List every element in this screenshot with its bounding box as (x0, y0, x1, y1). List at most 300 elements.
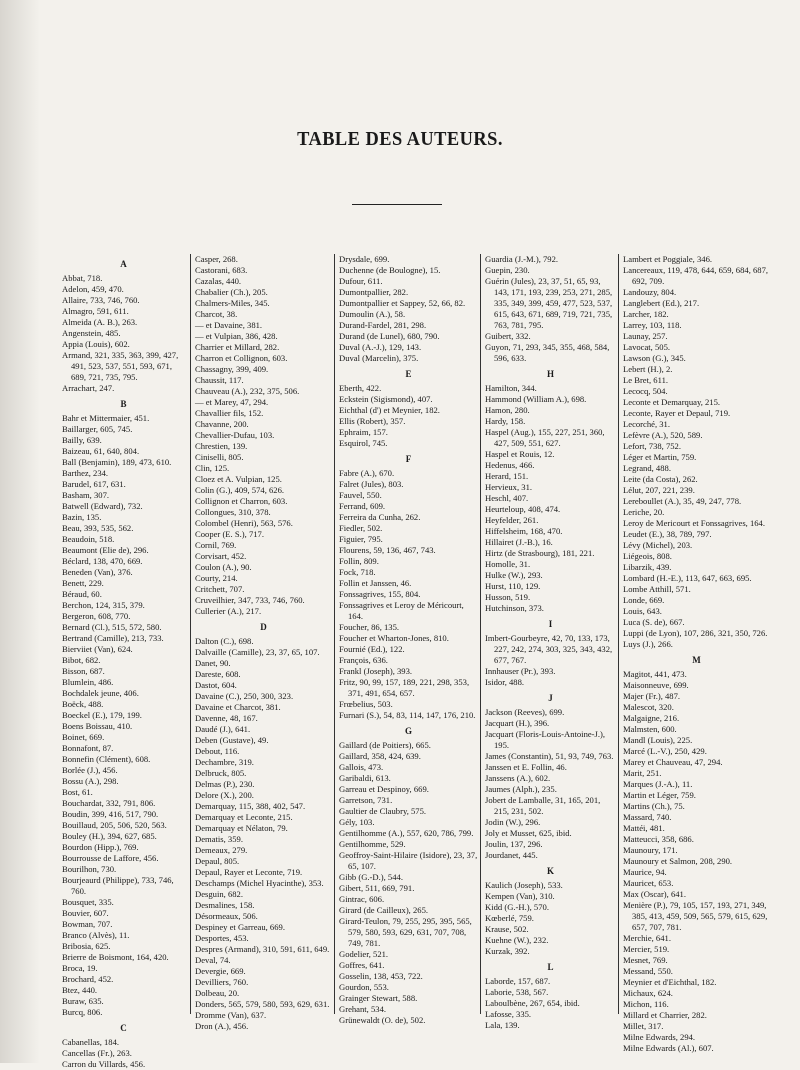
author-entry: Bibot, 682. (62, 655, 101, 665)
author-entry: Deben (Gustave), 49. (195, 735, 269, 745)
author-entry: Imbert-Gourbeyre, 42, 70, 133, 173, 227, 242, 274, 303, 325, 343, 432, 677, 767. (485, 633, 613, 665)
author-entry: Laboulbène, 267, 654, ibid. (485, 998, 580, 1008)
author-entry: Gentilhomme, 529. (339, 839, 406, 849)
author-entry: Janssen et E. Follin, 46. (485, 762, 567, 772)
author-entry: Luca (S. de), 667. (623, 617, 685, 627)
author-entry: Duchenne (de Boulogne), 15. (339, 265, 441, 275)
author-entry: Eberth, 422. (339, 383, 382, 393)
author-entry: Castorani, 683. (195, 265, 248, 275)
author-entry: — et Davaine, 381. (195, 320, 263, 330)
author-entry: Bouchardat, 332, 791, 806. (62, 798, 156, 808)
author-entry: Bribosia, 625. (62, 941, 111, 951)
author-entry: Carron du Villards, 456. (62, 1059, 146, 1069)
author-entry: Kurzak, 392. (485, 946, 530, 956)
author-entry: Depaul, Rayer et Leconte, 719. (195, 867, 303, 877)
author-entry: Louis, 643. (623, 606, 662, 616)
author-entry: Londe, 669. (623, 595, 665, 605)
author-entry: Devergie, 669. (195, 966, 246, 976)
author-entry: Ferrand, 609. (339, 501, 386, 511)
author-entry: Maurice, 94. (623, 867, 667, 877)
author-entry: Delbruck, 805. (195, 768, 247, 778)
author-entry: Kaulich (Joseph), 533. (485, 880, 563, 890)
author-entry: Kempen (Van), 310. (485, 891, 555, 901)
author-entry: Despiney et Garreau, 669. (195, 922, 285, 932)
author-entry: Davaine et Charcot, 381. (195, 702, 281, 712)
author-entry: Charcot, 38. (195, 309, 238, 319)
author-entry: Lala, 139. (485, 1020, 520, 1030)
author-entry: Leriche, 20. (623, 507, 665, 517)
author-entry: Dareste, 608. (195, 669, 241, 679)
author-entry: Garretson, 731. (339, 795, 393, 805)
author-entry: Duval (Marcelin), 375. (339, 353, 419, 363)
author-entry: Krause, 502. (485, 924, 529, 934)
author-entry: Dastot, 604. (195, 680, 237, 690)
author-entry: Launay, 257. (623, 331, 668, 341)
author-entry: Grünewaldt (O. de), 502. (339, 1015, 426, 1025)
author-entry: Luys (J.), 266. (623, 639, 673, 649)
author-entry: Martins (Ch.), 75. (623, 801, 685, 811)
index-column-2 (190, 254, 333, 1031)
author-entry: Davenne, 48, 167. (195, 713, 258, 723)
author-entry: Blumlein, 486. (62, 677, 114, 687)
author-entry: Casper, 268. (195, 254, 238, 264)
author-entry: Hammond (William A.), 698. (485, 394, 587, 404)
author-entry: Batwell (Edward), 732. (62, 501, 143, 511)
author-entry: Merchie, 641. (623, 933, 671, 943)
author-entry: Bourrousse de Laffore, 456. (62, 853, 159, 863)
author-entry: Hedenus, 466. (485, 460, 535, 470)
author-entry: Luppi (de Lyon), 107, 286, 321, 350, 726. (623, 628, 768, 638)
author-entry: Innhauser (Pr.), 393. (485, 666, 556, 676)
author-entry: Dron (A.), 456. (195, 1021, 249, 1031)
author-entry: Gaillard, 358, 424, 639. (339, 751, 421, 761)
author-entry: Brochard, 452. (62, 974, 114, 984)
author-entry: Arrachart, 247. (62, 383, 115, 393)
author-entry: Lavocat, 505. (623, 342, 671, 352)
author-entry: Demeaux, 279. (195, 845, 248, 855)
author-entry: Ellis (Robert), 357. (339, 416, 406, 426)
author-entry: Gibb (G.-D.), 544. (339, 872, 403, 882)
author-entry: Maunoury, 171. (623, 845, 678, 855)
author-entry: Hamon, 280. (485, 405, 530, 415)
author-entry: Cooper (E. S.), 717. (195, 529, 264, 539)
author-entry: Fabre (A.), 670. (339, 468, 395, 478)
author-entry: Hirtz (de Strasbourg), 181, 221. (485, 548, 595, 558)
author-entry: Boens Boissau, 410. (62, 721, 133, 731)
author-entry: Abbat, 718. (62, 273, 103, 283)
author-entry: Jacquart (H.), 396. (485, 718, 550, 728)
author-entry: Lawson (G.), 345. (623, 353, 686, 363)
author-entry: Matteucci, 358, 686. (623, 834, 694, 844)
author-entry: Isidor, 488. (485, 677, 525, 687)
author-entry: Husson, 519. (485, 592, 531, 602)
author-entry: Depaul, 805. (195, 856, 240, 866)
author-entry: Berchon, 124, 315, 379. (62, 600, 145, 610)
author-entry: Godelier, 521. (339, 949, 389, 959)
author-entry: Dumoulin (A.), 58. (339, 309, 406, 319)
author-entry: Basham, 307. (62, 490, 110, 500)
author-entry: Marit, 251. (623, 768, 662, 778)
author-entry: Hutchinson, 373. (485, 603, 544, 613)
author-entry: Bouley (H.), 394, 627, 685. (62, 831, 157, 841)
author-entry: Mesnet, 769. (623, 955, 668, 965)
author-entry: Kidd (G.-H.), 570. (485, 902, 549, 912)
author-entry: Benett, 229. (62, 578, 104, 588)
author-entry: Lélut, 207, 221, 239. (623, 485, 695, 495)
author-entry: Massard, 740. (623, 812, 672, 822)
author-entry: Guyon, 71, 293, 345, 355, 468, 584, 596, 633. (485, 342, 610, 363)
author-entry: Flourens, 59, 136, 467, 743. (339, 545, 436, 555)
author-entry: Bost, 61. (62, 787, 93, 797)
author-entry: Herard, 151. (485, 471, 529, 481)
author-entry: Janssens (A.), 602. (485, 773, 551, 783)
author-entry: Foucher et Wharton-Jones, 810. (339, 633, 449, 643)
author-entry: — et Marey, 47, 294. (195, 397, 269, 407)
author-entry: Béraud, 60. (62, 589, 102, 599)
author-entry: Beau, 393, 535, 562. (62, 523, 134, 533)
author-entry: Leroy de Mericourt et Fonssagrives, 164. (623, 518, 766, 528)
author-entry: Charron et Collignon, 603. (195, 353, 288, 363)
section-letter: G (404, 726, 413, 736)
author-entry: Heschl, 407. (485, 493, 529, 503)
author-entry: Mauricet, 653. (623, 878, 674, 888)
author-entry: Mandl (Louis), 225. (623, 735, 693, 745)
author-entry: Dematis, 359. (195, 834, 243, 844)
author-entry: Beneden (Van), 376. (62, 567, 133, 577)
author-entry: Chrestien, 139. (195, 441, 248, 451)
author-entry: Eckstein (Sigismond), 407. (339, 394, 433, 404)
author-entry: Ephraim, 157. (339, 427, 388, 437)
author-entry: Maisonneuve, 699. (623, 680, 689, 690)
author-entry: Bourjeaurd (Philippe), 733, 746, 760. (62, 875, 174, 896)
author-entry: Fritz, 90, 99, 157, 189, 221, 298, 353, 371, 491, 654, 657. (339, 677, 470, 698)
author-entry: Ferreira da Cunha, 262. (339, 512, 421, 522)
author-entry: Bossu (A.), 298. (62, 776, 119, 786)
author-entry: Bowman, 707. (62, 919, 113, 929)
author-entry: Garibaldi, 613. (339, 773, 391, 783)
author-entry: Fiedler, 502. (339, 523, 383, 533)
section-letter: E (405, 369, 413, 379)
author-entry: Jaumes (Alph.), 235. (485, 784, 557, 794)
author-entry: Désormeaux, 506. (195, 911, 258, 921)
author-entry: Maunoury et Salmon, 208, 290. (623, 856, 733, 866)
author-entry: Cruveilhier, 347, 733, 746, 760. (195, 595, 305, 605)
author-entry: Allaire, 733, 746, 760. (62, 295, 140, 305)
author-entry: Hervieux, 31. (485, 482, 533, 492)
author-entry: Jobert de Lamballe, 31, 165, 201, 215, 231, 502. (485, 795, 601, 816)
author-entry: Devilliers, 760. (195, 977, 249, 987)
author-entry: Marques (J.-A.), 11. (623, 779, 693, 789)
author-entry: Chauveau (A.), 232, 375, 506. (195, 386, 300, 396)
author-entry: Clin, 125. (195, 463, 230, 473)
author-entry: Le Bret, 611. (623, 375, 669, 385)
author-entry: Cornil, 769. (195, 540, 237, 550)
author-entry: Critchett, 707. (195, 584, 245, 594)
index-column-5 (618, 254, 771, 1053)
author-entry: Drysdale, 699. (339, 254, 390, 264)
author-entry: Leudet (E.), 38, 789, 797. (623, 529, 712, 539)
author-entry: Michon, 116. (623, 999, 669, 1009)
author-entry: Fock, 718. (339, 567, 376, 577)
author-entry: Bouillaud, 205, 506, 520, 563. (62, 820, 167, 830)
author-entry: Courty, 214. (195, 573, 238, 583)
section-letter: I (548, 619, 554, 629)
author-entry: Malmsten, 600. (623, 724, 677, 734)
author-entry: Cullerier (A.), 217. (195, 606, 262, 616)
author-entry: Lefèvre (A.), 520, 589. (623, 430, 703, 440)
author-entry: Bonnefin (Clément), 608. (62, 754, 151, 764)
author-entry: Delmas (P.), 230. (195, 779, 255, 789)
author-entry: Colin (G.), 409, 574, 626. (195, 485, 285, 495)
author-entry: Leconte, Rayer et Depaul, 719. (623, 408, 731, 418)
author-entry: Dolbeau, 20. (195, 988, 240, 998)
author-entry: Lancereaux, 119, 478, 644, 659, 684, 687, 692, 709. (623, 265, 769, 286)
author-entry: Gaillard (de Poitiers), 665. (339, 740, 431, 750)
author-entry: Larcher, 182. (623, 309, 669, 319)
author-entry: Dromme (Van), 637. (195, 1010, 267, 1020)
author-entry: Hillairet (J.-B.), 16. (485, 537, 553, 547)
author-entry: Laborde, 157, 687. (485, 976, 551, 986)
section-letter: M (692, 655, 702, 665)
author-entry: Angenstein, 485. (62, 328, 121, 338)
section-letter: A (120, 259, 128, 269)
author-entry: Grainger Stewart, 588. (339, 993, 418, 1003)
author-entry: Dumontpallier et Sappey, 52, 66, 82. (339, 298, 466, 308)
author-entry: Demarquay, 115, 388, 402, 547. (195, 801, 306, 811)
author-entry: Hamilton, 344. (485, 383, 537, 393)
author-entry: Dechambre, 319. (195, 757, 254, 767)
author-entry: Kuehne (W.), 232. (485, 935, 549, 945)
author-entry: Boeckel (E.), 179, 199. (62, 710, 142, 720)
author-entry: Barthez, 234. (62, 468, 109, 478)
author-entry: Dumontpallier, 282. (339, 287, 409, 297)
author-entry: Beaudoin, 518. (62, 534, 115, 544)
author-entry: Homolle, 31. (485, 559, 531, 569)
author-entry: Cloez et A. Vulpian, 125. (195, 474, 282, 484)
author-entry: Lecocq, 504. (623, 386, 668, 396)
author-entry: Chassagny, 399, 409. (195, 364, 269, 374)
author-entry: Lévy (Michel), 203. (623, 540, 693, 550)
author-entry: Bourdon (Hipp.), 769. (62, 842, 139, 852)
author-entry: Bonnafont, 87. (62, 743, 114, 753)
index-column-1 (62, 254, 186, 1069)
author-entry: Boudin, 399, 416, 517, 790. (62, 809, 159, 819)
author-entry: Deval, 74. (195, 955, 231, 965)
author-entry: Ciniselli, 805. (195, 452, 244, 462)
author-entry: Guardia (J.-M.), 792. (485, 254, 559, 264)
author-entry: Despres (Armand), 310, 591, 611, 649. (195, 944, 330, 954)
author-entry: Almeida (A. B.), 263. (62, 317, 138, 327)
author-entry: Bouvier, 607. (62, 908, 109, 918)
author-entry: Desmalines, 158. (195, 900, 255, 910)
author-entry: Esquirol, 745. (339, 438, 388, 448)
author-entry: Marey et Chauveau, 47, 294. (623, 757, 723, 767)
author-entry: Chavallier fils, 152. (195, 408, 264, 418)
author-entry: Beaumont (Elie de), 296. (62, 545, 149, 555)
author-entry: Gosselin, 138, 453, 722. (339, 971, 423, 981)
author-entry: Landouzy, 804. (623, 287, 677, 297)
section-letter: B (120, 399, 128, 409)
author-entry: Menière (P.), 79, 105, 157, 193, 271, 349, 385, 413, 459, 509, 565, 579, 615, 629, 657, 707, 781. (623, 900, 768, 932)
author-entry: Lombard (H.-E.), 113, 647, 663, 695. (623, 573, 752, 583)
author-entry: Michaux, 624. (623, 988, 673, 998)
title-rule (352, 204, 442, 205)
author-entry: Chabalier (Ch.), 205. (195, 287, 268, 297)
author-entry: Bergeron, 608, 770. (62, 611, 131, 621)
author-entry: Bousquet, 335. (62, 897, 114, 907)
author-entry: Laborie, 538, 567. (485, 987, 549, 997)
author-entry: Btez, 440. (62, 985, 98, 995)
section-letter: H (546, 369, 555, 379)
author-entry: Guibert, 332. (485, 331, 531, 341)
author-entry: Corvisart, 452. (195, 551, 247, 561)
author-entry: Boinet, 669. (62, 732, 105, 742)
author-entry: Kœberlé, 759. (485, 913, 534, 923)
author-entry: Boëck, 488. (62, 699, 104, 709)
author-entry: Bochdalek jeune, 406. (62, 688, 139, 698)
author-entry: Geoffroy-Saint-Hilaire (Isidore), 23, 37, 65, 107. (339, 850, 478, 871)
author-entry: Joulin, 137, 296. (485, 839, 543, 849)
author-entry: Mattéi, 481. (623, 823, 665, 833)
author-entry: Max (Oscar), 641. (623, 889, 687, 899)
author-entry: Heurteloup, 408, 474. (485, 504, 561, 514)
author-entry: Guepin, 230. (485, 265, 530, 275)
author-entry: Deschamps (Michel Hyacinthe), 353. (195, 878, 324, 888)
author-entry: Durand (de Lunel), 680, 790. (339, 331, 440, 341)
author-entry: Jodin (W.), 296. (485, 817, 541, 827)
author-entry: Adelon, 459, 470. (62, 284, 124, 294)
author-entry: Fonssagrives, 155, 804. (339, 589, 421, 599)
author-entry: Langlebert (Ed.), 217. (623, 298, 700, 308)
author-entry: Joly et Musset, 625, ibid. (485, 828, 572, 838)
author-entry: Danet, 90. (195, 658, 231, 668)
author-entry: Gibert, 511, 669, 791. (339, 883, 415, 893)
index-column-4 (480, 254, 617, 1030)
author-entry: Fournié (Ed.), 122. (339, 644, 405, 654)
author-entry: Lambert et Poggiale, 346. (623, 254, 713, 264)
index-column-3 (334, 254, 479, 1025)
author-entry: Barudel, 617, 631. (62, 479, 126, 489)
author-entry: Duval (A.-J.), 129, 143. (339, 342, 422, 352)
author-entry: Bierviiet (Van), 624. (62, 644, 133, 654)
author-entry: Almagro, 591, 611. (62, 306, 129, 316)
author-entry: Colombel (Henri), 563, 576. (195, 518, 293, 528)
author-entry: Jourdanet, 445. (485, 850, 538, 860)
author-entry: Bernard (Cl.), 515, 572, 580. (62, 622, 162, 632)
author-entry: Hurst, 110, 129. (485, 581, 541, 591)
author-entry: Goffres, 641. (339, 960, 385, 970)
author-entry: Lecorché, 31. (623, 419, 671, 429)
author-entry: Burcq, 806. (62, 1007, 103, 1017)
author-entry: Millard et Charrier, 282. (623, 1010, 707, 1020)
author-entry: Desguin, 682. (195, 889, 243, 899)
author-entry: Gourdon, 553. (339, 982, 389, 992)
page-edge-shadow (0, 0, 40, 1063)
author-entry: Lombe Atthill, 571. (623, 584, 691, 594)
page-title: TABLE DES AUTEURS. (297, 128, 503, 150)
author-entry: Bailly, 639. (62, 435, 102, 445)
author-entry: Buraw, 635. (62, 996, 104, 1006)
author-entry: Debout, 116. (195, 746, 240, 756)
section-letter: F (405, 454, 413, 464)
author-entry: Figuier, 795. (339, 534, 383, 544)
author-entry: Leite (da Costa), 262. (623, 474, 698, 484)
author-entry: Gaultier de Claubry, 575. (339, 806, 427, 816)
author-entry: Bertrand (Camille), 213, 733. (62, 633, 164, 643)
author-entry: Desportes, 453. (195, 933, 249, 943)
author-entry: Demarquay et Nélaton, 79. (195, 823, 288, 833)
author-entry: Girard-Teulon, 79, 255, 295, 395, 565, 579, 580, 593, 629, 631, 707, 708, 749, 781. (339, 916, 472, 948)
author-entry: Magitot, 441, 473. (623, 669, 687, 679)
author-entry: Bourilhon, 730. (62, 864, 117, 874)
author-entry: Baizeau, 61, 640, 804. (62, 446, 140, 456)
author-entry: Broca, 19. (62, 963, 98, 973)
author-entry: Charrier et Millard, 282. (195, 342, 280, 352)
author-entry: Collignon et Charron, 603. (195, 496, 288, 506)
author-entry: Béclard, 138, 470, 669. (62, 556, 143, 566)
author-entry: — et Vulpian, 386, 428. (195, 331, 278, 341)
author-entry: Cabanellas, 184. (62, 1037, 120, 1047)
section-letter: J (548, 693, 554, 703)
author-entry: Meynier et d'Eichthal, 182. (623, 977, 717, 987)
section-letter: C (120, 1023, 128, 1033)
author-entry: Dalton (C.), 698. (195, 636, 254, 646)
author-entry: Libarzik, 439. (623, 562, 672, 572)
author-entry: Furnari (S.), 54, 83, 114, 147, 176, 210. (339, 710, 476, 720)
author-entry: Chevallier-Dufau, 103. (195, 430, 275, 440)
author-entry: Baillarger, 605, 745. (62, 424, 133, 434)
author-entry: Coulon (A.), 90. (195, 562, 252, 572)
author-entry: Marcé (L.-V.), 250, 429. (623, 746, 707, 756)
author-entry: Malgaigne, 216. (623, 713, 680, 723)
author-entry: Armand, 321, 335, 363, 399, 427, 491, 523, 537, 551, 593, 671, 689, 721, 735, 795. (62, 350, 179, 382)
author-entry: Durand-Fardel, 281, 298. (339, 320, 427, 330)
author-entry: Chavanne, 200. (195, 419, 249, 429)
author-entry: Chaussit, 117. (195, 375, 244, 385)
author-entry: Borlée (J.), 456. (62, 765, 118, 775)
author-entry: Appia (Louis), 602. (62, 339, 130, 349)
author-entry: Hiffelsheim, 168, 470. (485, 526, 563, 536)
author-entry: Milne Edwards, 294. (623, 1032, 696, 1042)
author-entry: Fonssagrives et Leroy de Méricourt, 164. (339, 600, 464, 621)
author-entry: Foucher, 86, 135. (339, 622, 400, 632)
author-entry: Davaine (C.), 250, 300, 323. (195, 691, 294, 701)
author-entry: Grehant, 534. (339, 1004, 387, 1014)
author-entry: Martin et Léger, 759. (623, 790, 696, 800)
author-entry: Falret (Jules), 803. (339, 479, 404, 489)
author-entry: Donders, 565, 579, 580, 593, 629, 631. (195, 999, 330, 1009)
author-entry: Hulke (W.), 293. (485, 570, 543, 580)
author-entry: Hardy, 158. (485, 416, 526, 426)
author-entry: Millet, 317. (623, 1021, 664, 1031)
author-entry: Haspel et Rouis, 12. (485, 449, 555, 459)
author-entry: Lefort, 738, 752. (623, 441, 681, 451)
author-entry: Bazin, 135. (62, 512, 102, 522)
author-entry: Majer (Fr.), 487. (623, 691, 681, 701)
author-entry: Cancellas (Fr.), 263. (62, 1048, 132, 1058)
author-entry: Collongues, 310, 378. (195, 507, 271, 517)
author-entry: Lebert (H.), 2. (623, 364, 673, 374)
author-entry: Liégeois, 808. (623, 551, 672, 561)
author-entry: Girard (de Cailleux), 265. (339, 905, 429, 915)
author-entry: Malescot, 320. (623, 702, 674, 712)
author-entry: Legrand, 488. (623, 463, 671, 473)
author-entry: Chalmers-Miles, 345. (195, 298, 270, 308)
author-entry: Branco (Alvès), 11. (62, 930, 130, 940)
author-entry: Follin, 809. (339, 556, 379, 566)
author-entry: Eichthal (d') et Meynier, 182. (339, 405, 440, 415)
section-letter: K (546, 866, 555, 876)
